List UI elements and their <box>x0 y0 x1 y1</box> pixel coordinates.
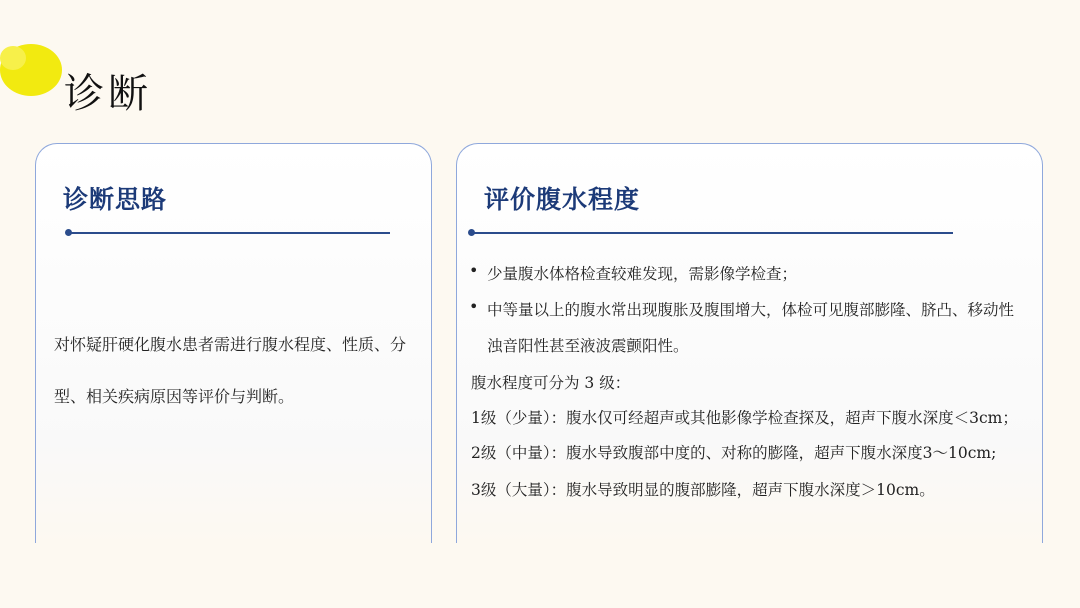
page-title: 诊断 <box>64 71 152 117</box>
grade-item: 2级（中量）：腹水导致腹部中度的、对称的膨隆，超声下腹水深度3～10cm; <box>471 444 997 462</box>
ascites-grading-card <box>456 143 1043 543</box>
bullet-dot: • <box>469 261 479 280</box>
bullet-item: 中等量以上的腹水常出现腹胀及腹围增大，体检可见腹部膨隆、脐凸、移动性 <box>487 301 1015 319</box>
grading-intro: 腹水程度可分为 3 级： <box>471 374 631 392</box>
grade-item: 1级（少量）：腹水仅可经超声或其他影像学检查探及，超声下腹水深度＜3cm； <box>471 409 1018 427</box>
divider-line <box>471 232 953 234</box>
divider-line <box>68 232 390 234</box>
bullet-dot: • <box>469 297 479 316</box>
yellow-circle-small-decoration <box>0 46 26 70</box>
bullet-item-continuation: 浊音阳性甚至液波震颤阳性。 <box>487 337 689 355</box>
bullet-item: 少量腹水体格检查较难发现，需影像学检查； <box>487 265 798 283</box>
card-title: 诊断思路 <box>63 185 168 214</box>
grade-item: 3级（大量）：腹水导致明显的腹部膨隆，超声下腹水深度＞10cm。 <box>471 481 935 499</box>
diagnosis-approach-card <box>35 143 432 543</box>
card-title: 评价腹水程度 <box>484 185 641 214</box>
card-paragraph: 对怀疑肝硬化腹水患者需进行腹水程度、性质、分型、相关疾病原因等评价与判断。 <box>54 335 407 406</box>
